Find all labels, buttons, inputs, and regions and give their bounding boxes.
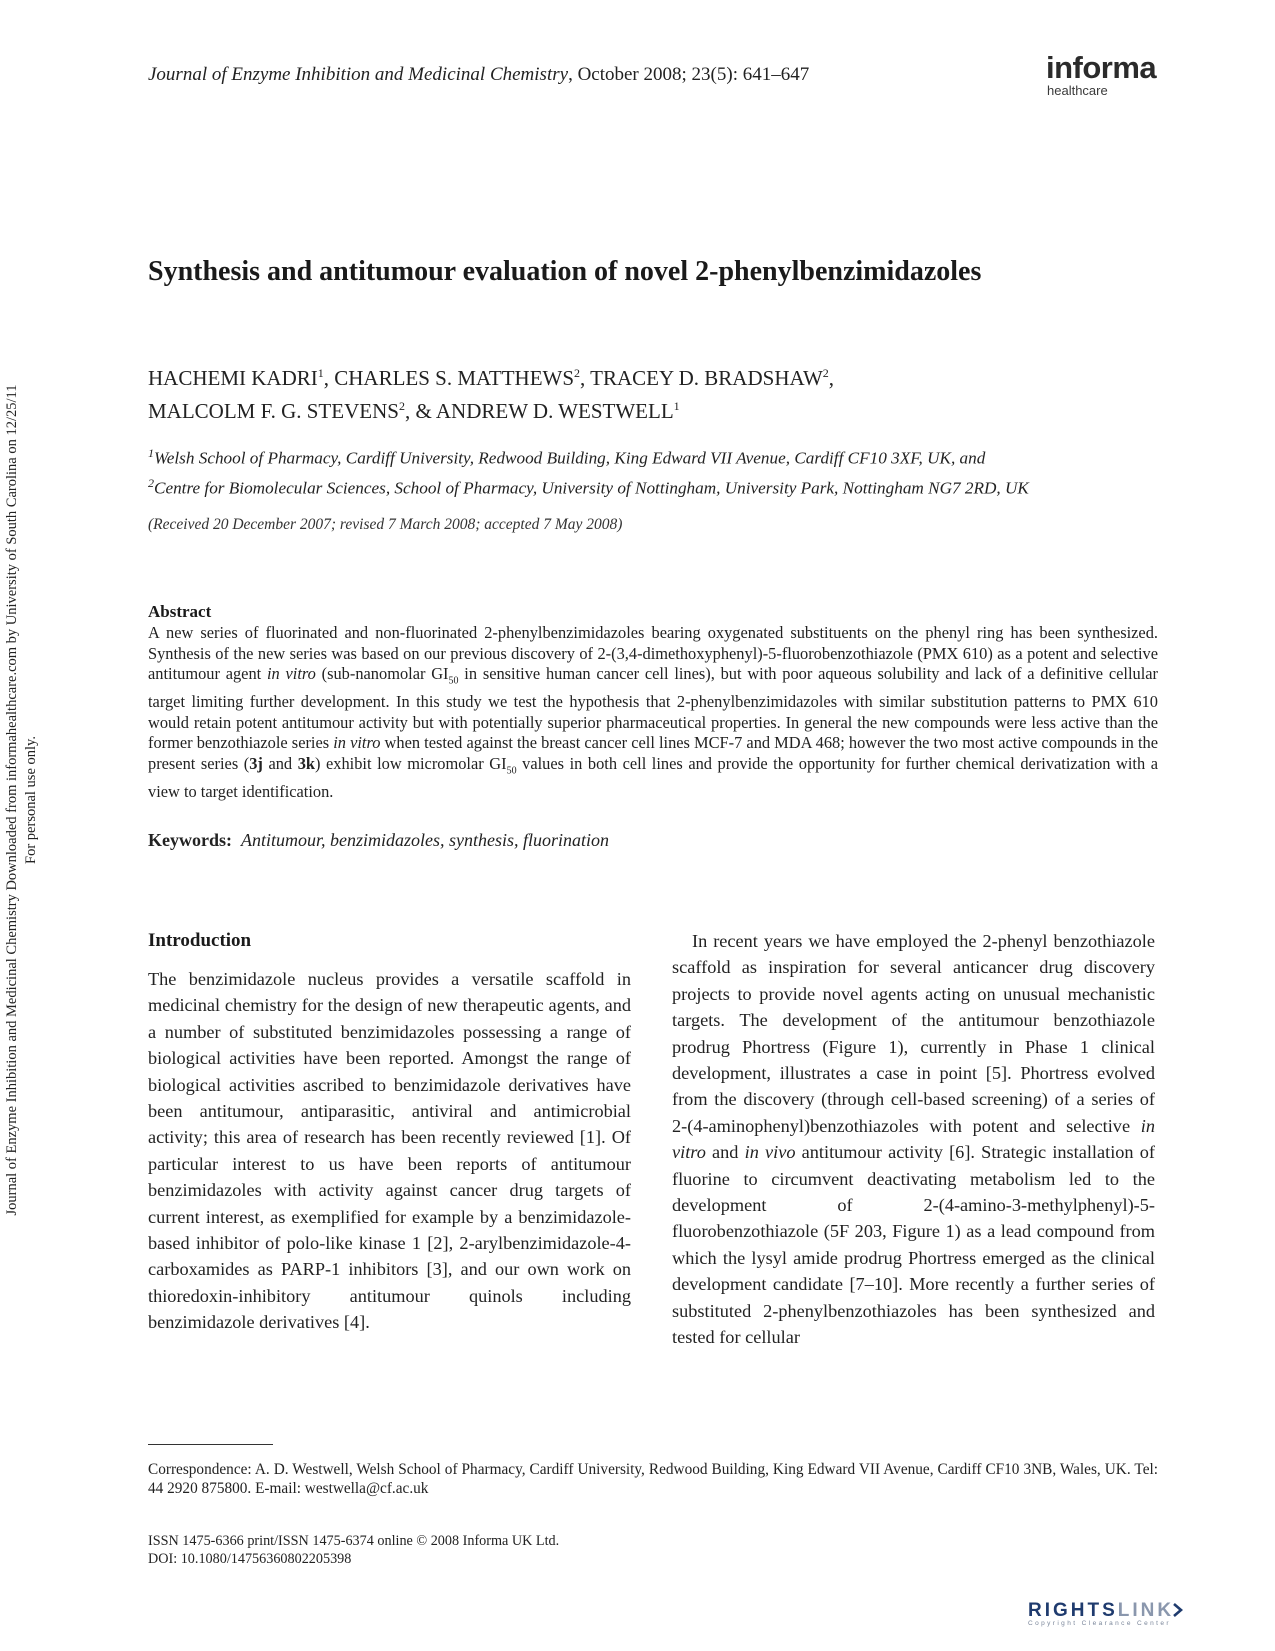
footnote-rule bbox=[148, 1444, 273, 1445]
author-affiliation-mark: 2 bbox=[398, 399, 405, 413]
rightslink-subtitle: Copyright Clearance Center bbox=[1028, 1620, 1171, 1627]
abstract-text: ) exhibit low micromolar GI bbox=[315, 753, 507, 773]
rightslink-word-link: LINK bbox=[1117, 1600, 1175, 1621]
body-text: In recent years we have employed the 2-phenyl benzothiazole scaffold as inspiration for several anticancer drug discovery projects to provide novel agents acting on unusual mechanistic targets. The development of the antitumour benzothiazole prodrug Phortress (Figure 1), currently in Phase 1 clinical development, illustrates a case in point [5]. Phortress evolved from the discovery (through cell-based screening) of a series of 2-(4-aminophenyl)benzothiazoles with potent and selective bbox=[672, 931, 1155, 1136]
publication-info bbox=[148, 1532, 559, 1568]
author-name: TRACEY D. BRADSHAW bbox=[590, 366, 823, 390]
rightslink-wordmark bbox=[1028, 1600, 1175, 1622]
rightslink-logo bbox=[1028, 1600, 1175, 1640]
body-text: antitumour activity [6]. Strategic installation of fluorine to circumvent deactivating metabolism led to the development of 2-(4-amino-3-methylphenyl)-5-fluorobenzothiazole (5F 203, Figure 1) as a lead compound from which the lysyl amide prodrug Phortress emerged as the clinical development candidate [7–10]. More recently a further series of substituted 2-phenylbenzothiazoles has been synthesized and tested for cellular bbox=[672, 1142, 1155, 1348]
introduction-heading: Introduction bbox=[148, 930, 252, 951]
author-name: MALCOLM F. G. STEVENS bbox=[148, 399, 399, 423]
author-affiliation-mark: 2 bbox=[822, 366, 829, 380]
received-dates: (Received 20 December 2007; revised 7 March 2008; accepted 7 May 2008) bbox=[148, 516, 623, 533]
download-notice bbox=[3, 384, 41, 1215]
author-separator: , bbox=[828, 366, 835, 390]
author-separator: , & bbox=[404, 399, 436, 423]
rightslink-word-rights: RIGHTS bbox=[1028, 1600, 1118, 1621]
download-notice-margin bbox=[0, 0, 44, 1651]
keywords-text: Antitumour, benzimidazoles, synthesis, fluorination bbox=[241, 830, 610, 850]
abstract-subscript: 50 bbox=[506, 765, 517, 777]
author-affiliation-mark: 1 bbox=[317, 366, 324, 380]
keywords-label: Keywords: bbox=[148, 830, 232, 850]
doi-line: DOI: 10.1080/14756360802205398 bbox=[148, 1551, 352, 1567]
publisher-logo bbox=[1046, 52, 1166, 98]
author-affiliation-mark: 1 bbox=[673, 399, 680, 413]
journal-issue: , October 2008; 23(5): 641–647 bbox=[568, 64, 810, 85]
affiliation bbox=[148, 441, 1158, 471]
abstract-text: A new series of fluorinated and non-fluorinated 2-phenylbenzimidazoles bearing oxygenated substituents on the phenyl ring has been synthesized. Synthesis of the new series was based on our previous discovery of 2-(3,4-dimethoxyphenyl)-5-fluorobenzothiazole (PMX 610) as a potent and selective antitumour agent bbox=[148, 623, 1158, 684]
author-name: HACHEMI KADRI bbox=[148, 366, 318, 390]
introduction-right-column bbox=[672, 928, 1155, 1351]
compound-label: 3j bbox=[249, 753, 263, 773]
issn-line: ISSN 1475-6366 print/ISSN 1475-6374 online © 2008 Informa UK Ltd. bbox=[148, 1533, 560, 1549]
logo-subtitle: healthcare bbox=[1047, 83, 1108, 98]
abstract-text: when tested against the breast cancer cell lines MCF-7 and MDA 468; however the two most active compounds in the present series ( bbox=[148, 733, 1158, 773]
abstract-body bbox=[148, 623, 1158, 802]
affiliation-number: 2 bbox=[148, 475, 154, 490]
affiliation-text: Welsh School of Pharmacy, Cardiff University, Redwood Building, King Edward VII Avenue, Cardiff CF10 3XF, UK, and bbox=[154, 448, 986, 468]
logo-wordmark: informa bbox=[1046, 50, 1157, 85]
author-list bbox=[148, 359, 1158, 425]
body-italic: in vitro bbox=[672, 1115, 1155, 1163]
affiliations bbox=[148, 441, 1158, 500]
author-affiliation-mark: 2 bbox=[574, 366, 581, 380]
abstract-italic: in vitro bbox=[266, 664, 316, 684]
body-italic: in vivo bbox=[744, 1142, 796, 1163]
author-separator: , bbox=[323, 366, 335, 390]
compound-label: 3k bbox=[297, 753, 315, 773]
abstract-subscript: 50 bbox=[448, 675, 459, 687]
article-title: Synthesis and antitumour evaluation of novel 2-phenylbenzimidazoles bbox=[148, 256, 982, 287]
journal-citation bbox=[148, 64, 809, 86]
abstract-text: in sensitive human cancer cell lines), but with poor aqueous solubility and lack of a definitive cellular target limiting further development. In this study we test the hypothesis that 2-phenylbenzimidazoles with similar substitution patterns to PMX 610 would retain potent antitumour activity but with potentially superior pharmaceutical properties. In general the new compounds were less active than the former benzothiazole series bbox=[148, 664, 1158, 753]
author-separator: , bbox=[580, 366, 591, 390]
correspondence-note: Correspondence: A. D. Westwell, Welsh School of Pharmacy, Cardiff University, Redwood Building, King Edward VII Avenue, Cardiff CF10 3NB, Wales, UK. Tel: 44 2920 875800. E-mail: westwella@cf.ac.uk bbox=[148, 1461, 1158, 1497]
abstract-text: (sub-nanomolar GI bbox=[315, 664, 449, 684]
introduction-left-column: The benzimidazole nucleus provides a versatile scaffold in medicinal chemistry for the design of new therapeutic agents, and a number of substituted benzimidazoles possessing a range of biological activities have been reported. Amongst the range of biological activities ascribed to benzimidazole derivatives have been antitumour, antiparasitic, antiviral and antimicrobial activity; this area of research has been recently reviewed [1]. Of particular interest to us have been reports of antitumour benzimidazoles with activity against cancer drug targets of current interest, as exemplified for example by a benzimidazole-based inhibitor of polo-like kinase 1 [2], 2-arylbenzimidazole-4-carboxamides as PARP-1 inhibitors [3], and our own work on thioredoxin-inhibitory antitumour quinols including benzimidazole derivatives [4]. bbox=[148, 969, 631, 1333]
body-text: and bbox=[705, 1142, 745, 1163]
download-notice-line-1: Journal of Enzyme Inhibition and Medicinal Chemistry Downloaded from informahealthcare.com by University of South Carolina on 12/25/11 bbox=[4, 384, 20, 1216]
keywords bbox=[148, 830, 609, 851]
abstract-text: and bbox=[262, 753, 298, 773]
affiliation-text: Centre for Biomolecular Sciences, School of Pharmacy, University of Nottingham, University Park, Nottingham NG7 2RD, UK bbox=[154, 478, 1029, 498]
affiliation bbox=[148, 471, 1158, 501]
journal-name: Journal of Enzyme Inhibition and Medicinal Chemistry bbox=[148, 64, 569, 85]
abstract-heading: Abstract bbox=[148, 602, 212, 621]
author-name: CHARLES S. MATTHEWS bbox=[334, 366, 575, 390]
download-notice-line-2: For personal use only. bbox=[23, 736, 39, 864]
rightslink-arrow-icon bbox=[1172, 1602, 1184, 1618]
author-name: ANDREW D. WESTWELL bbox=[435, 399, 674, 423]
abstract-text: values in both cell lines and provide the opportunity for further chemical derivatization with a view to target identification. bbox=[148, 753, 1158, 801]
abstract-italic: in vitro bbox=[333, 733, 381, 753]
affiliation-number: 1 bbox=[148, 446, 154, 460]
